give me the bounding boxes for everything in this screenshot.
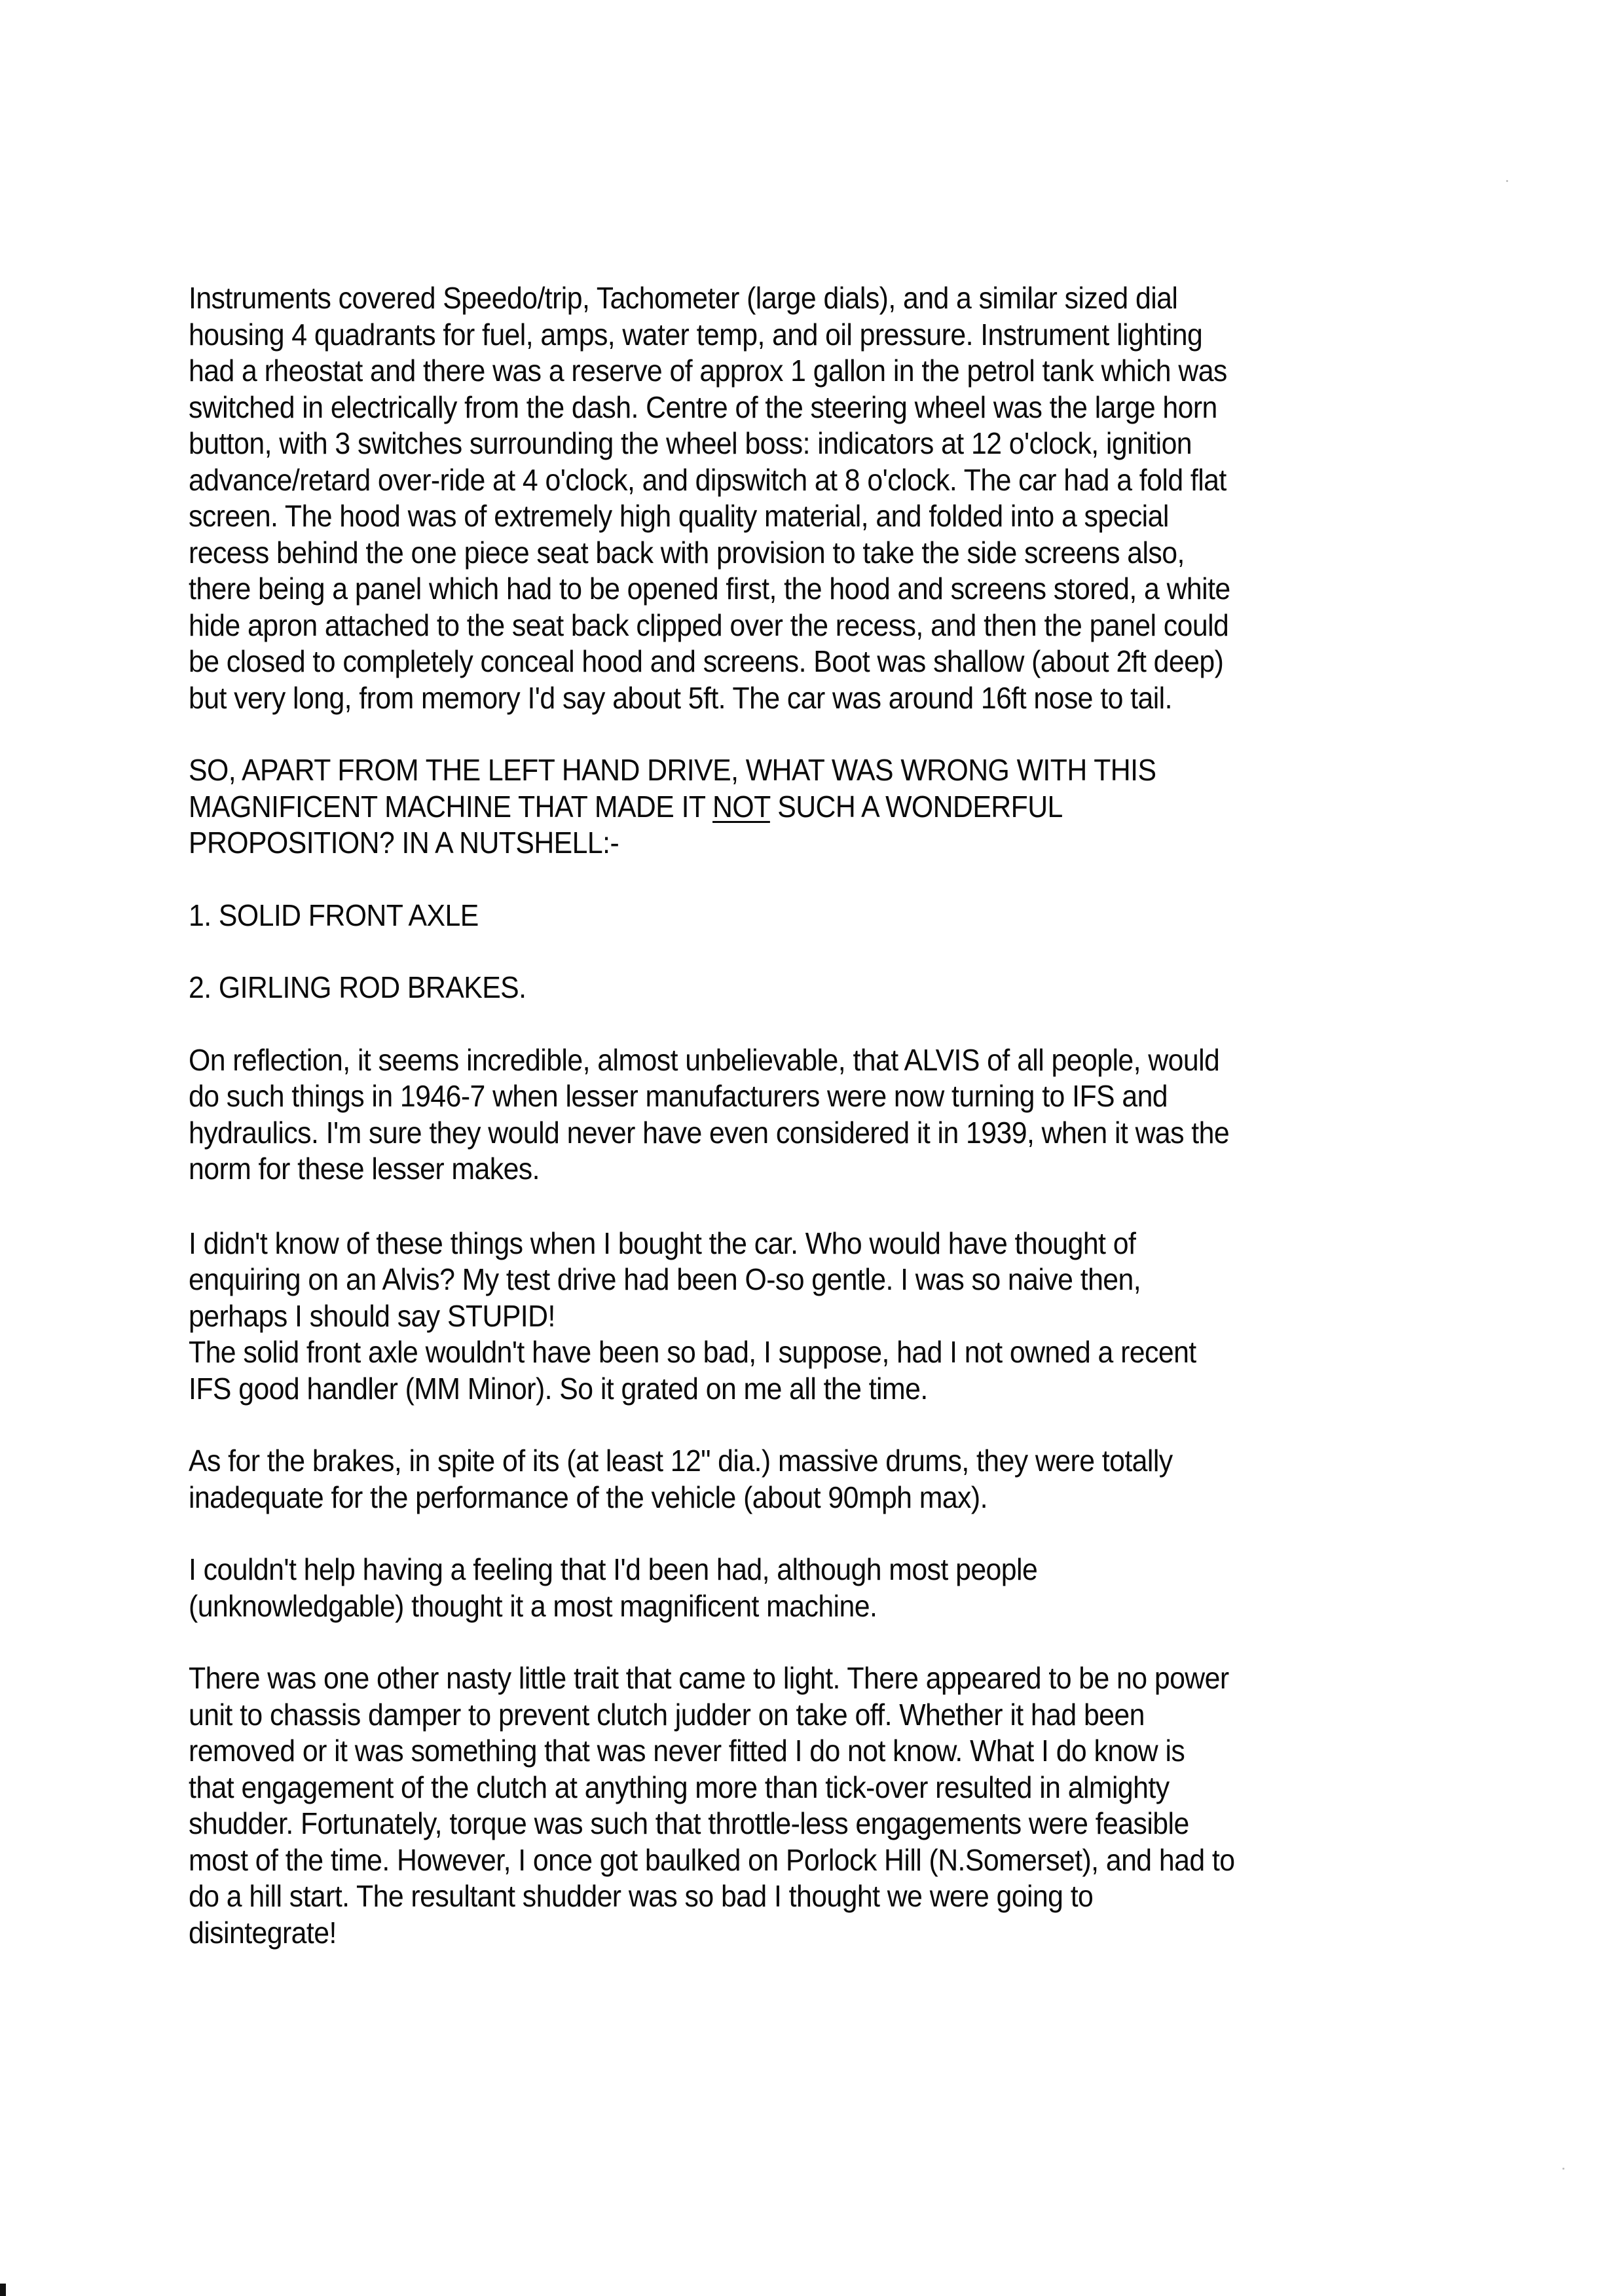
- text-line: be closed to completely conceal hood and screens. Boot was shallow (about 2ft deep): [189, 644, 1224, 678]
- text-line: hide apron attached to the seat back clipped over the recess, and then the panel could: [189, 608, 1229, 642]
- text-line: There was one other nasty little trait that came to light. There appeared to be no power: [189, 1661, 1229, 1695]
- scan-edge-mark: [0, 2284, 6, 2296]
- underlined-emphasis: NOT: [712, 789, 770, 824]
- text-line: I didn't know of these things when I bought the car. Who would have thought of: [189, 1226, 1136, 1260]
- text-line: but very long, from memory I'd say about 5ft. The car was around 16ft nose to tail.: [189, 680, 1172, 715]
- text-line: I couldn't help having a feeling that I'd been had, although most people: [189, 1552, 1038, 1586]
- text-line: shudder. Fortunately, torque was such that throttle-less engagements were feasible: [189, 1806, 1189, 1840]
- text-line: perhaps I should say STUPID!: [189, 1298, 555, 1333]
- paragraph-purchase: [189, 1226, 1433, 1408]
- paragraph-instruments: [189, 280, 1433, 716]
- text-line: housing 4 quadrants for fuel, amps, water temp, and oil pressure. Instrument lighting: [189, 317, 1203, 352]
- text-line: As for the brakes, in spite of its (at least 12" dia.) massive drums, they were totally: [189, 1444, 1173, 1478]
- text-line: PROPOSITION? IN A NUTSHELL:-: [189, 826, 619, 860]
- paragraph-brakes: [189, 1443, 1433, 1516]
- list-item: 2. GIRLING ROD BRAKES.: [189, 970, 526, 1004]
- paragraph-reflection: [189, 1042, 1433, 1188]
- scan-speck: [1506, 180, 1508, 182]
- text-line: there being a panel which had to be opened first, the hood and screens stored, a white: [189, 572, 1230, 606]
- text-line: hydraulics. I'm sure they would never have even considered it in 1939, when it was the: [189, 1115, 1230, 1150]
- text-line: (unknowledgable) thought it a most magnificent machine.: [189, 1588, 877, 1623]
- text-line: had a rheostat and there was a reserve of approx 1 gallon in the petrol tank which was: [189, 354, 1227, 388]
- text-line: On reflection, it seems incredible, almost unbelievable, that ALVIS of all people, would: [189, 1042, 1220, 1077]
- text-line: removed or it was something that was never fitted I do not know. What I do know is: [189, 1734, 1185, 1768]
- text-line: advance/retard over-ride at 4 o'clock, and dipswitch at 8 o'clock. The car had a fold flat: [189, 462, 1227, 497]
- text-line: unit to chassis damper to prevent clutch judder on take off. Whether it had been: [189, 1697, 1145, 1732]
- text-segment: MAGNIFICENT MACHINE THAT MADE IT: [189, 789, 713, 824]
- text-line: switched in electrically from the dash. Centre of the steering wheel was the large horn: [189, 390, 1217, 424]
- list-item-girling-rod-brakes: [189, 970, 1433, 1006]
- text-line: disintegrate!: [189, 1915, 337, 1950]
- text-line: The solid front axle wouldn't have been so bad, I suppose, had I not owned a recent: [189, 1335, 1196, 1369]
- text-line: screen. The hood was of extremely high quality material, and folded into a special: [189, 499, 1169, 533]
- text-line: do a hill start. The resultant shudder was so bad I thought we were going to: [189, 1879, 1094, 1913]
- text-line: Instruments covered Speedo/trip, Tachometer (large dials), and a similar sized dial: [189, 281, 1178, 315]
- list-item-solid-front-axle: [189, 898, 1433, 934]
- text-line: do such things in 1946-7 when lesser manufacturers were now turning to IFS and: [189, 1079, 1168, 1113]
- text-line: inadequate for the performance of the vehicle (about 90mph max).: [189, 1480, 987, 1514]
- text-line: SO, APART FROM THE LEFT HAND DRIVE, WHAT WAS WRONG WITH THIS: [189, 753, 1156, 787]
- text-line: that engagement of the clutch at anything more than tick-over resulted in almighty: [189, 1770, 1170, 1804]
- paragraph-trait: [189, 1660, 1433, 1951]
- document-page: [189, 280, 1433, 1951]
- text-segment: SUCH A WONDERFUL: [769, 789, 1063, 824]
- text-line: IFS good handler (MM Minor). So it grated on me all the time.: [189, 1371, 928, 1406]
- text-line: enquiring on an Alvis? My test drive had been O-so gentle. I was so naive then,: [189, 1262, 1141, 1296]
- text-line: [189, 789, 1346, 826]
- scan-speck: [1562, 2168, 1564, 2170]
- text-line: recess behind the one piece seat back with provision to take the side screens also,: [189, 535, 1185, 570]
- text-line: button, with 3 switches surrounding the wheel boss: indicators at 12 o'clock, ignition: [189, 426, 1192, 460]
- list-item: 1. SOLID FRONT AXLE: [189, 898, 479, 932]
- text-line: norm for these lesser makes.: [189, 1152, 540, 1186]
- paragraph-question: [189, 752, 1433, 862]
- text-line: most of the time. However, I once got baulked on Porlock Hill (N.Somerset), and had to: [189, 1842, 1235, 1877]
- paragraph-feeling: [189, 1552, 1433, 1624]
